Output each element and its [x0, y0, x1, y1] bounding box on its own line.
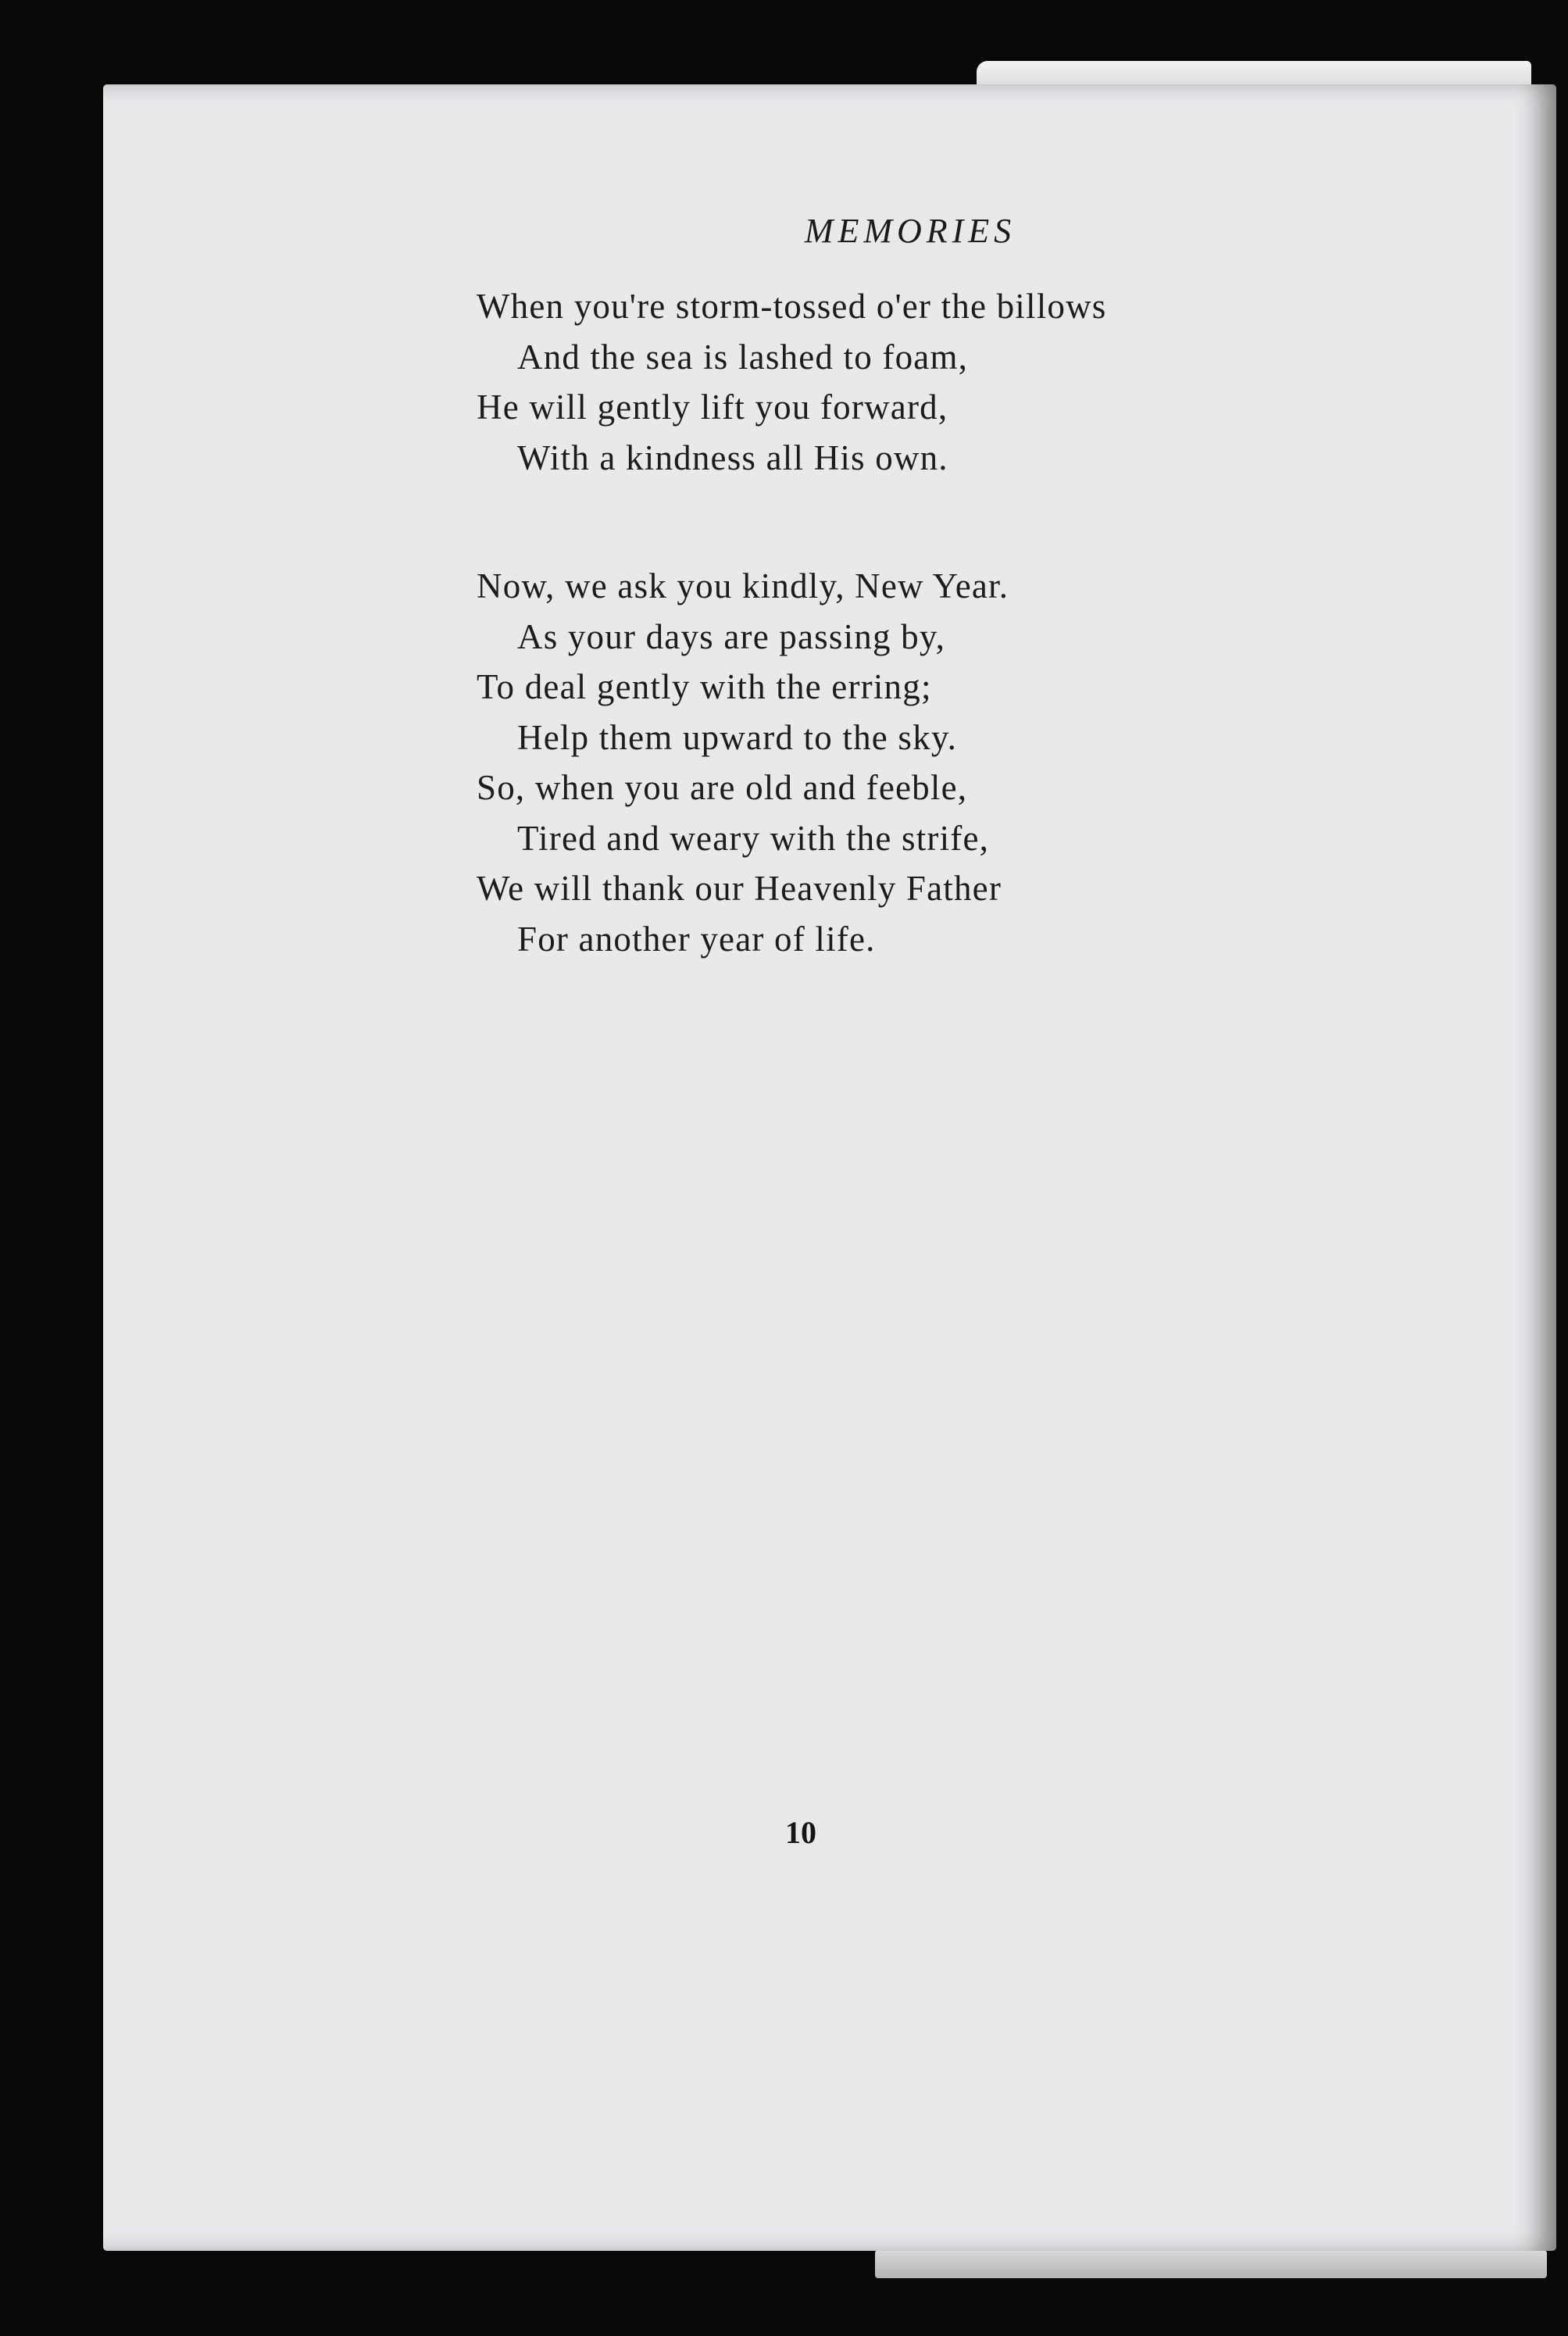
poem-line: As your days are passing by, — [517, 616, 946, 656]
poem-line: Help them upward to the sky. — [517, 717, 958, 757]
poem-line: Tired and weary with the strife, — [517, 818, 990, 858]
poem-line: Now, we ask you kindly, New Year. — [477, 566, 1009, 605]
page-number: 10 — [785, 1815, 816, 1850]
poem-line: We will thank our Heavenly Father — [477, 869, 1002, 908]
poem-line: To deal gently with the erring; — [477, 667, 932, 706]
poem-line: When you're storm-tossed o'er the billows — [477, 287, 1107, 326]
poem-line: So, when you are old and feeble, — [477, 768, 968, 807]
poem-line: For another year of life. — [517, 919, 876, 959]
poem-line: With a kindness all His own. — [517, 438, 948, 477]
poem-line: He will gently lift you forward, — [477, 388, 948, 427]
stanza-2 — [477, 561, 1009, 964]
page-edge-bottom — [875, 2250, 1547, 2278]
stanza-1 — [477, 281, 1107, 483]
poem-title: MEMORIES — [804, 212, 1016, 250]
poem-line: And the sea is lashed to foam, — [517, 337, 969, 377]
